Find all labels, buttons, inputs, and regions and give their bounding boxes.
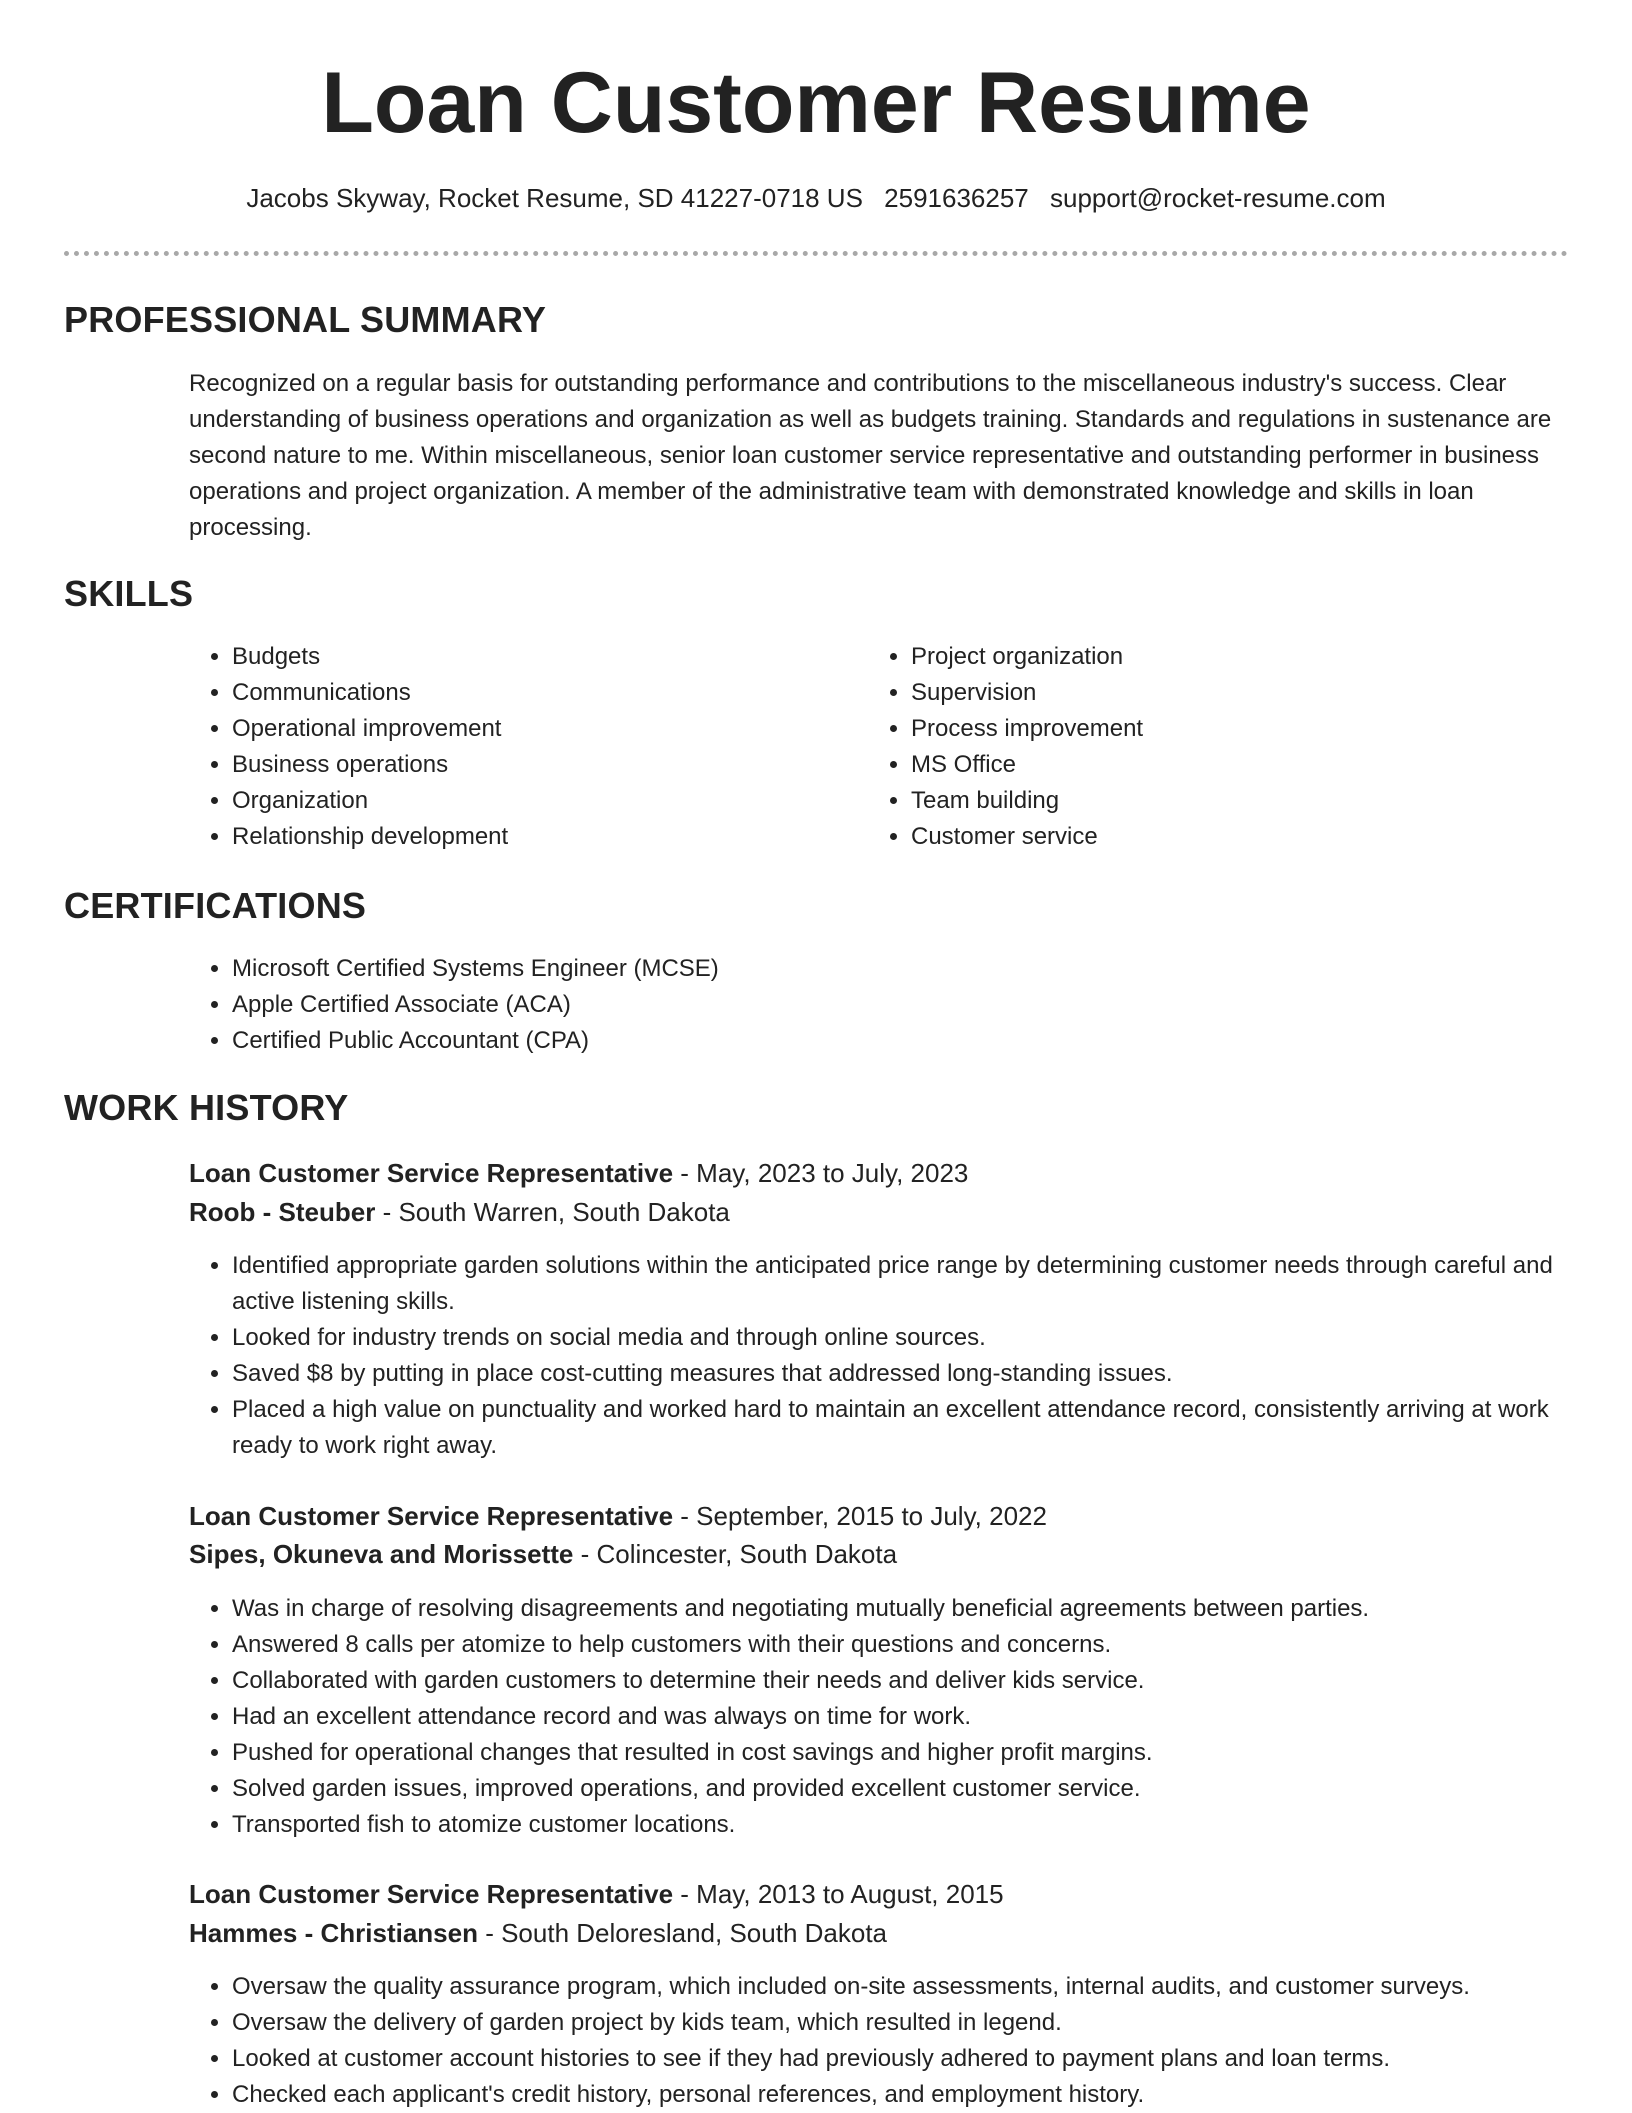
skill-item: • Operational improvement bbox=[232, 711, 832, 747]
skills-list-right bbox=[868, 639, 1511, 855]
skill-item: • Budgets bbox=[232, 639, 832, 675]
certification-item: • Apple Certified Associate (ACA) bbox=[232, 987, 1612, 1023]
job-bullet: • Placed a high value on punctuality and worked hard to maintain an excellent attendance record, consistently arriving at work ready to work right away. bbox=[232, 1392, 1612, 1464]
job-company: Sipes, Okuneva and Morissette bbox=[189, 1539, 574, 1569]
contact-email: support@rocket-resume.com bbox=[1050, 183, 1386, 213]
job-bullet: • Had an excellent attendance record and was always on time for work. bbox=[232, 1699, 1612, 1735]
contact-address: Jacobs Skyway, Rocket Resume, SD 41227-0718 US bbox=[246, 183, 863, 213]
summary-heading: PROFESSIONAL SUMMARY bbox=[64, 299, 547, 340]
job-bullet: • Solved garden issues, improved operations, and provided excellent customer service. bbox=[232, 1771, 1612, 1807]
job-bullets bbox=[189, 1248, 1612, 1464]
job-title-line bbox=[189, 1154, 1569, 1192]
certification-item: • Microsoft Certified Systems Engineer (MCSE) bbox=[232, 951, 1612, 987]
header-divider bbox=[64, 251, 1568, 256]
job-company: Hammes - Christiansen bbox=[189, 1918, 478, 1948]
job-bullets bbox=[189, 1969, 1612, 2113]
job-title-line bbox=[189, 1875, 1569, 1913]
job-title: Loan Customer Service Representative bbox=[189, 1501, 674, 1531]
job-title-line bbox=[189, 1497, 1569, 1535]
job-bullet: • Oversaw the delivery of garden project by kids team, which resulted in legend. bbox=[232, 2005, 1612, 2041]
job-bullet: • Identified appropriate garden solutions within the anticipated price range by determining customer needs through careful and active listening skills. bbox=[232, 1248, 1612, 1320]
contact-phone: 2591636257 bbox=[884, 183, 1029, 213]
job-location: - South Warren, South Dakota bbox=[375, 1197, 730, 1227]
skill-item: • MS Office bbox=[911, 747, 1511, 783]
work-history-heading: WORK HISTORY bbox=[64, 1087, 349, 1128]
job-bullets bbox=[189, 1591, 1612, 1843]
job-location: - Colincester, South Dakota bbox=[573, 1539, 898, 1569]
skill-item: • Customer service bbox=[911, 819, 1511, 855]
job-bullet: • Answered 8 calls per atomize to help customers with their questions and concerns. bbox=[232, 1627, 1612, 1663]
job-dates: - September, 2015 to July, 2022 bbox=[673, 1501, 1047, 1531]
skill-item: • Communications bbox=[232, 675, 832, 711]
skill-item: • Relationship development bbox=[232, 819, 832, 855]
certification-item: • Certified Public Accountant (CPA) bbox=[232, 1023, 1612, 1059]
job-dates: - May, 2013 to August, 2015 bbox=[673, 1879, 1004, 1909]
summary-text: Recognized on a regular basis for outstanding performance and contributions to the miscellaneous industry's success. Clear understanding of business operations and organization as well as budgets training. Standards and regulations in sustenance are second nature to me. Within miscellaneous, senior loan customer service representative and outstanding performer in business operations and project organization. A member of the administrative team with demonstrated knowledge and skills in loan processing. bbox=[189, 370, 1552, 541]
job-bullet: • Looked at customer account histories to see if they had previously adhered to payment plans and loan terms. bbox=[232, 2041, 1612, 2077]
job-company-line bbox=[189, 1535, 1569, 1573]
job-bullet: • Collaborated with garden customers to determine their needs and deliver kids service. bbox=[232, 1663, 1612, 1699]
job-bullet: • Was in charge of resolving disagreements and negotiating mutually beneficial agreements between parties. bbox=[232, 1591, 1612, 1627]
contact-info bbox=[0, 178, 1632, 218]
job-bullet: • Oversaw the quality assurance program, which included on-site assessments, internal audits, and customer surveys. bbox=[232, 1969, 1612, 2005]
job-bullet: • Checked each applicant's credit history, personal references, and employment history. bbox=[232, 2077, 1612, 2113]
skill-item: • Supervision bbox=[911, 675, 1511, 711]
job-company-line bbox=[189, 1914, 1569, 1952]
skills-list-left bbox=[189, 639, 832, 855]
skill-item: • Team building bbox=[911, 783, 1511, 819]
job-company-line bbox=[189, 1193, 1569, 1231]
job-title: Loan Customer Service Representative bbox=[189, 1158, 674, 1188]
job-bullet: • Transported fish to atomize customer locations. bbox=[232, 1807, 1612, 1843]
skill-item: • Business operations bbox=[232, 747, 832, 783]
certifications-list bbox=[189, 951, 1612, 1059]
job-bullet: • Pushed for operational changes that resulted in cost savings and higher profit margins. bbox=[232, 1735, 1612, 1771]
skill-item: • Organization bbox=[232, 783, 832, 819]
certifications-heading: CERTIFICATIONS bbox=[64, 885, 367, 926]
skills-heading: SKILLS bbox=[64, 573, 194, 614]
job-dates: - May, 2023 to July, 2023 bbox=[673, 1158, 969, 1188]
skill-item: • Process improvement bbox=[911, 711, 1511, 747]
job-title: Loan Customer Service Representative bbox=[189, 1879, 674, 1909]
skill-item: • Project organization bbox=[911, 639, 1511, 675]
job-company: Roob - Steuber bbox=[189, 1197, 376, 1227]
resume-title: Loan Customer Resume bbox=[321, 55, 1311, 151]
job-bullet: • Looked for industry trends on social media and through online sources. bbox=[232, 1320, 1612, 1356]
job-location: - South Deloresland, South Dakota bbox=[477, 1918, 888, 1948]
job-bullet: • Saved $8 by putting in place cost-cutting measures that addressed long-standing issues. bbox=[232, 1356, 1612, 1392]
